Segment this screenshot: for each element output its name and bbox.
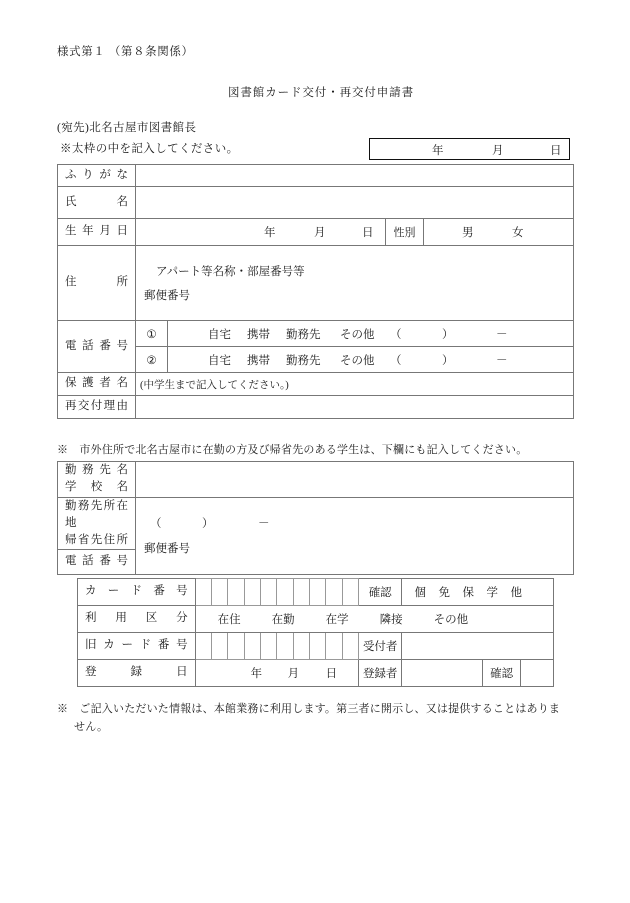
usage-option-zaigaku[interactable]: 在学 [325,614,349,626]
register-day-label: 日 [325,668,338,680]
addressee-line: (宛先)北名古屋市図書館長 [57,122,197,134]
reissue-reason-input[interactable] [136,396,574,419]
table-row-reissue [58,396,574,419]
table-row-card-number [78,579,554,606]
table-row-register-date [78,660,554,687]
old-card-digit-6[interactable] [277,633,293,660]
furigana-input[interactable] [136,165,574,187]
workplace-address-line2: 帰省先住所 [65,534,128,546]
postal-code-label: 郵便番号 [144,290,190,302]
birth-year-label: 年 [264,227,276,239]
date-year-label: 年 [432,145,444,157]
register-year-label: 年 [250,668,263,680]
workplace-address-line1: 勤務先所在地 [65,499,128,529]
table-row-old-card-number [78,633,554,660]
gender-male-option[interactable]: 男 [462,227,474,239]
date-day-label: 日 [550,145,562,157]
category-code-ta[interactable]: 他 [510,587,522,599]
old-card-number-label: 旧カード番号 [78,633,196,660]
table-row-phone1 [58,321,574,347]
card-digit-6[interactable] [277,579,293,606]
old-card-digit-3[interactable] [228,633,244,660]
registrar-input[interactable] [402,660,483,687]
register-date-input[interactable] [195,660,358,687]
furigana-label: ふりがな [58,165,136,187]
gender-female-option[interactable]: 女 [512,227,524,239]
footer-note-line2: せん。 [74,721,109,733]
table-row-address [58,246,574,321]
table-row-workplace-address [58,497,574,550]
usage-option-zaiju[interactable]: 在住 [217,614,241,626]
phone-label: 電話番号 [58,321,136,373]
usage-option-rinsetsu[interactable]: 隣接 [379,614,403,626]
phone1-type-mobile[interactable]: 携帯 [247,328,270,341]
card-digit-5[interactable] [260,579,276,606]
category-code-gaku[interactable]: 学 [486,587,498,599]
name-label: 氏名 [58,187,136,219]
phone2-paren-close: ） [442,354,454,367]
footer-note-line1: ※ ご記入いただいた情報は、本館業務に利用します。第三者に開示し、又は提供することはありま [57,703,561,715]
card-digit-9[interactable] [326,579,342,606]
usage-option-zaikin[interactable]: 在勤 [271,614,295,626]
card-digit-2[interactable] [211,579,227,606]
card-digit-7[interactable] [293,579,309,606]
guardian-label: 保護者名 [58,373,136,396]
card-number-label: カード番号 [78,579,196,606]
old-card-digit-5[interactable] [260,633,276,660]
table-row-workplace-name [58,462,574,498]
card-digit-10[interactable] [342,579,358,606]
usage-category-label: 利用区分 [78,606,196,633]
category-code-men[interactable]: 免 [438,587,450,599]
card-digit-1[interactable] [195,579,211,606]
date-month-label: 月 [492,145,504,157]
usage-option-sonota[interactable]: その他 [433,614,469,626]
phone1-type-home[interactable]: 自宅 [208,328,231,341]
table-row-guardian [58,373,574,396]
phone-row2-marker: ② [136,347,168,373]
phone1-paren-close: ） [442,328,454,341]
old-card-digit-2[interactable] [211,633,227,660]
phone2-paren-open: （ [390,354,402,367]
table-row-usage-category [78,606,554,633]
usage-category-options[interactable] [195,606,553,633]
table-row-furigana [58,165,574,187]
workplace-address-label [58,497,136,550]
card-digit-4[interactable] [244,579,260,606]
category-code-group[interactable] [402,579,554,606]
category-code-ho[interactable]: 保 [462,587,474,599]
address-input[interactable] [136,246,574,321]
old-card-digit-8[interactable] [309,633,325,660]
old-card-digit-7[interactable] [293,633,309,660]
phone1-type-work[interactable]: 勤務先 [286,328,321,341]
card-digit-8[interactable] [309,579,325,606]
workplace-name-line1: 勤務先名 [65,464,128,476]
phone-row1-marker: ① [136,321,168,347]
gender-choice[interactable] [424,219,574,246]
phone1-paren-open: （ [390,328,402,341]
phone2-type-work[interactable]: 勤務先 [286,354,321,367]
old-card-digit-4[interactable] [244,633,260,660]
registrar-label: 登録者 [358,660,402,687]
receptionist-input[interactable] [402,633,554,660]
card-digit-3[interactable] [228,579,244,606]
table-row-name [58,187,574,219]
workplace-name-label [58,462,136,498]
register-month-label: 月 [287,668,300,680]
birthdate-label: 生年月日 [58,219,136,246]
receptionist-label: 受付者 [358,633,402,660]
document-title: 図書館カード交付・再交付申請書 [228,87,414,99]
phone2-type-other[interactable]: その他 [340,354,375,367]
old-card-digit-10[interactable] [342,633,358,660]
birth-day-label: 日 [362,227,374,239]
applicant-table [57,164,574,419]
sub-phone-dash: － [258,517,270,530]
category-code-ko[interactable]: 個 [414,587,426,599]
phone2-type-home[interactable]: 自宅 [208,354,231,367]
guardian-note: (中学生まで記入してください。) [136,373,574,396]
register-confirm-label: 確認 [483,660,521,687]
phone1-dash: － [496,328,508,341]
phone2-type-mobile[interactable]: 携帯 [247,354,270,367]
register-confirm-input[interactable] [521,660,554,687]
form-number: 様式第１ （第８条関係） [57,46,194,58]
old-card-digit-9[interactable] [326,633,342,660]
apartment-label: アパート等名称・部屋番号等 [156,266,305,278]
name-input[interactable] [136,187,574,219]
workplace-name-line2: 学校名 [65,481,128,494]
address-label: 住所 [58,246,136,321]
old-card-digit-1[interactable] [195,633,211,660]
middle-note: ※ 市外住所で北名古屋市に在勤の方及び帰省先のある学生は、下欄にも記入してください。 [57,444,528,456]
instruction-line: ※太枠の中を記入してください。 [60,143,239,155]
application-date-box[interactable] [369,138,570,160]
phone1-type-other[interactable]: その他 [340,328,375,341]
phone2-dash: － [496,354,508,367]
workplace-table [57,461,574,575]
reissue-reason-label: 再交付理由 [58,396,136,419]
sub-postal-code-label: 郵便番号 [144,542,190,555]
phone-row1-input[interactable] [168,321,574,347]
birth-month-label: 月 [314,227,326,239]
sub-phone-paren-close: ） [202,517,214,530]
office-use-table [77,578,554,687]
register-date-label: 登録日 [78,660,196,687]
table-row-birthdate [58,219,574,246]
workplace-name-input[interactable] [136,462,574,498]
table-row-phone2 [58,347,574,373]
gender-label: 性別 [386,219,424,246]
phone-row2-input[interactable] [168,347,574,373]
sub-phone-label: 電話番号 [58,550,136,575]
workplace-address-input[interactable] [136,497,574,575]
birthdate-input[interactable] [136,219,386,246]
sub-phone-paren-open: （ [150,517,162,530]
card-confirm-label: 確認 [358,579,402,606]
